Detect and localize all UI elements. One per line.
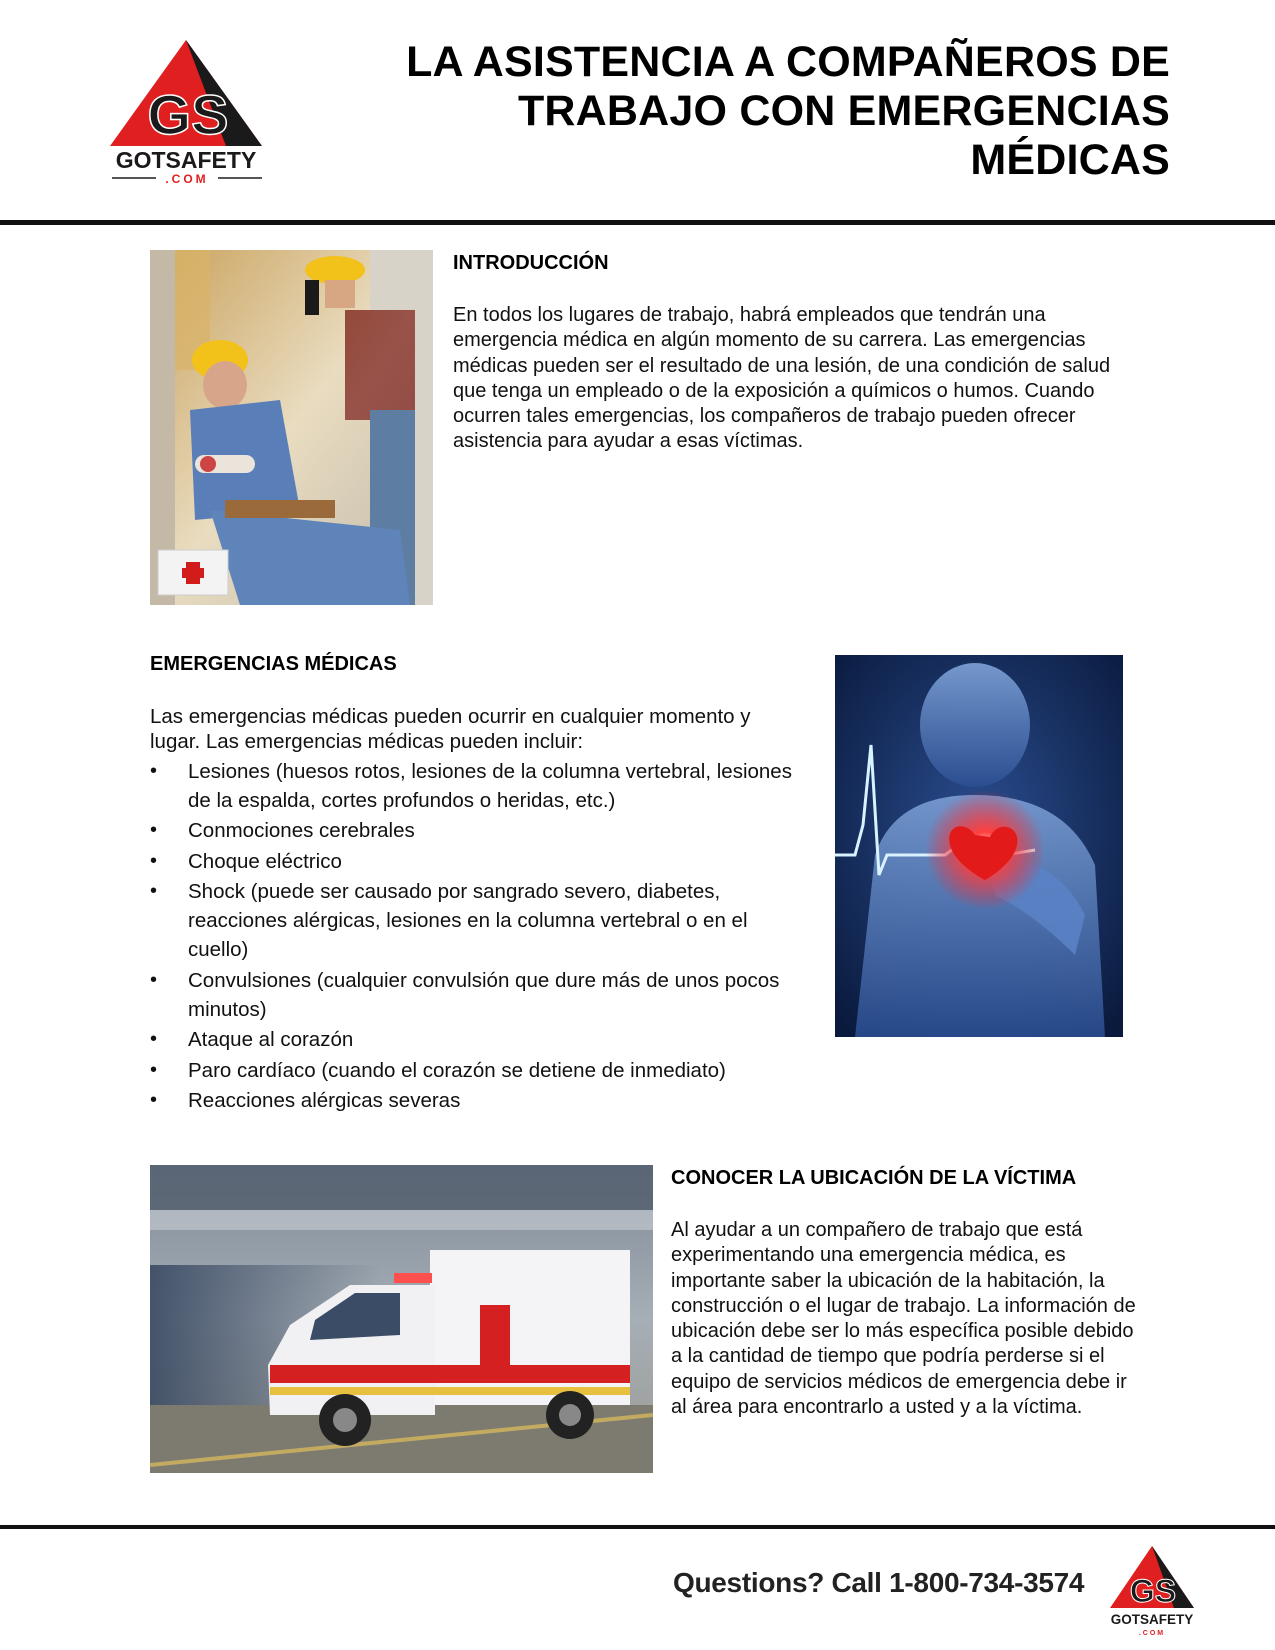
list-item: • Choque eléctrico — [150, 847, 800, 876]
intro-heading: INTRODUCCIÓN — [453, 252, 609, 274]
emergencies-heading: EMERGENCIAS MÉDICAS — [150, 653, 397, 675]
logo-wordmark: GOTSAFETY — [115, 147, 257, 173]
list-item: • Convulsiones (cualquier convulsión que dure más de unos pocos minutos) — [150, 966, 800, 1024]
list-item: • Paro cardíaco (cuando el corazón se detiene de inmediato) — [150, 1056, 800, 1085]
list-item: • Ataque al corazón — [150, 1025, 800, 1054]
title-line: MÉDICAS — [970, 136, 1170, 184]
intro-section — [453, 252, 1123, 455]
logo-domain: .COM — [165, 172, 209, 186]
location-section — [671, 1167, 1141, 1420]
emergencies-section — [150, 653, 800, 1117]
heart-attack-illustration — [835, 655, 1123, 1037]
intro-body: En todos los lugares de trabajo, habrá empleados que tendrán una emergencia médica en algún momento de su carrera. Las emergencias médicas pueden ser el resultado de una lesión, de una condición de salud que tenga un empleado o de la exposición a químicos o humos. Cuando ocurren tales emergencias, los compañeros de trabajo pueden ofrecer asistencia para ayudar a esas víctimas. — [453, 304, 1111, 453]
ambulance-photo — [150, 1165, 653, 1473]
injured-worker-photo — [150, 250, 433, 605]
logo-monogram-small: GS — [1129, 1573, 1177, 1609]
list-item: • Reacciones alérgicas severas — [150, 1086, 800, 1115]
list-item: • Shock (puede ser causado por sangrado severo, diabetes, reacciones alérgicas, lesiones en la columna vertebral o en el cuello) — [150, 877, 800, 964]
page-title — [390, 38, 1170, 185]
footer-divider — [0, 1525, 1275, 1529]
footer-contact: Questions? Call 1-800-734-3574 — [673, 1567, 1085, 1598]
emergencies-list — [150, 757, 800, 1116]
emergencies-intro: Las emergencias médicas pueden ocurrir en cualquier momento y lugar. Las emergencias médicas pueden incluir: — [150, 705, 751, 754]
header-divider — [0, 220, 1275, 225]
list-item: • Conmociones cerebrales — [150, 816, 800, 845]
logo-monogram: GS — [147, 83, 229, 146]
location-heading: CONOCER LA UBICACIÓN DE LA VÍCTIMA — [671, 1167, 1077, 1189]
title-line: TRABAJO CON EMERGENCIAS — [517, 87, 1170, 135]
title-line: LA ASISTENCIA A COMPAÑEROS DE — [406, 38, 1170, 86]
logo-wordmark-small: GOTSAFETY — [1110, 1612, 1194, 1627]
gotsafety-logo-small — [1106, 1544, 1202, 1640]
logo-domain-small: .COM — [1138, 1630, 1166, 1637]
location-body: Al ayudar a un compañero de trabajo que está experimentando una emergencia médica, es importante saber la ubicación de la habitación, la construcción o el lugar de trabajo. La información de ubicación debe ser lo más específica posible debido a la cantidad de tiempo que podría perderse si el equipo de servicios médicos de emergencia debe ir al área para encontrarlo a usted y a la víctima. — [671, 1219, 1136, 1419]
list-item: • Lesiones (huesos rotos, lesiones de la columna vertebral, lesiones de la espalda, cortes profundos o heridas, etc.) — [150, 757, 800, 815]
gotsafety-logo — [108, 38, 278, 198]
